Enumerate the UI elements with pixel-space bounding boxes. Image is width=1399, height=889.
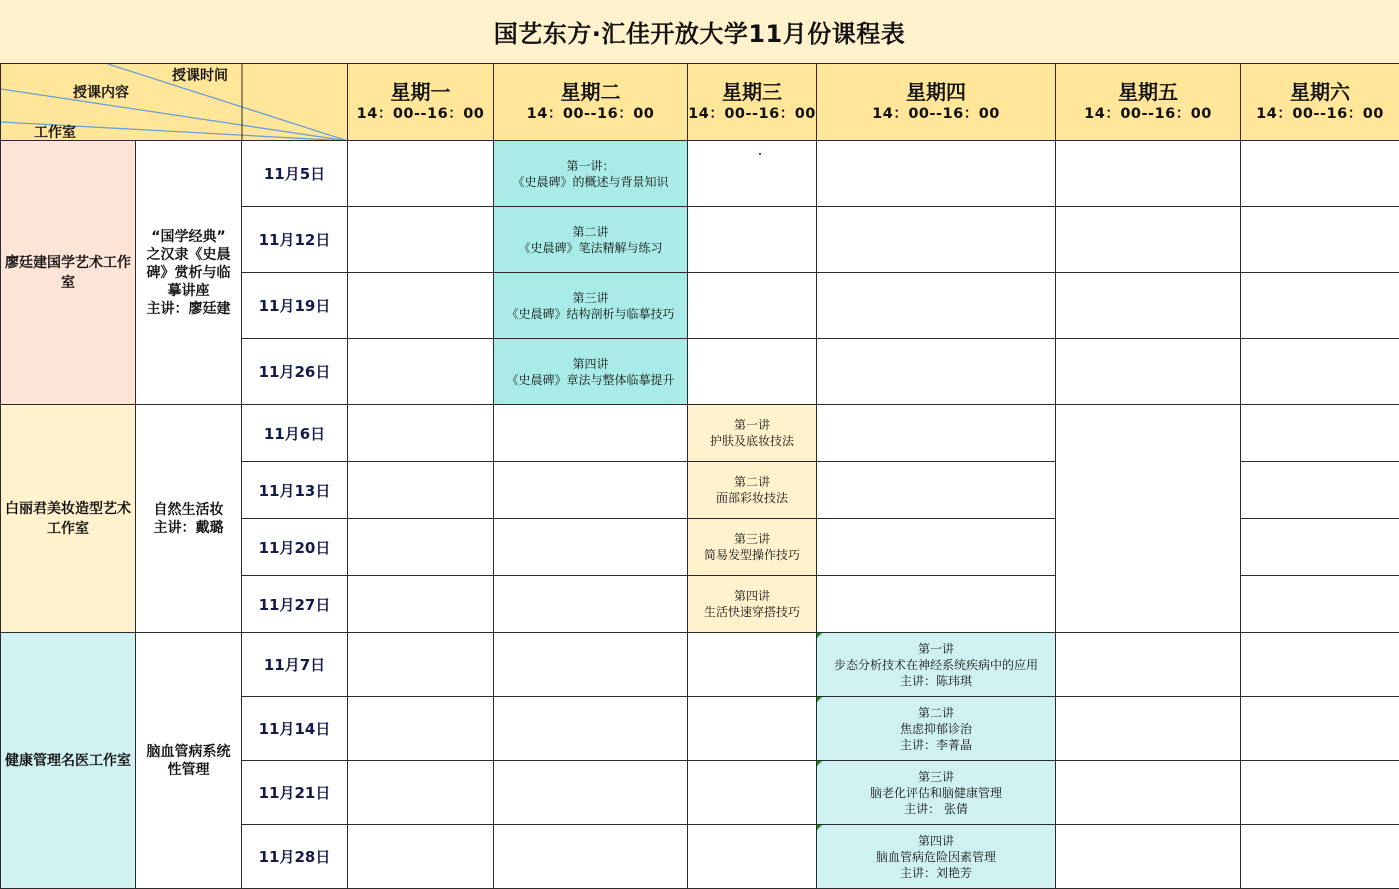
empty-cell bbox=[1056, 141, 1241, 207]
empty-cell bbox=[1056, 339, 1241, 405]
lesson-cell: 第二讲 《史晨碑》笔法精解与练习 bbox=[494, 207, 688, 273]
empty-cell bbox=[348, 633, 494, 697]
day-header-sat: 星期六 14：00--16：00 bbox=[1241, 64, 1399, 141]
table-row bbox=[1, 141, 1399, 207]
empty-cell bbox=[1241, 273, 1399, 339]
date-cell: 11月13日 bbox=[242, 462, 348, 519]
empty-cell bbox=[494, 462, 688, 519]
lesson-cell: 第一讲 步态分析技术在神经系统疾病中的应用 主讲：陈玮琪 bbox=[817, 633, 1056, 697]
empty-cell bbox=[348, 519, 494, 576]
lesson-cell: 第三讲 《史晨碑》结构剖析与临摹技巧 bbox=[494, 273, 688, 339]
date-cell: 11月6日 bbox=[242, 405, 348, 462]
empty-cell bbox=[494, 576, 688, 633]
studio-cell: 白丽君美妆造型艺术工作室 bbox=[1, 405, 136, 633]
empty-cell bbox=[817, 141, 1056, 207]
stray-mark bbox=[759, 153, 761, 155]
date-cell: 11月7日 bbox=[242, 633, 348, 697]
studio-cell: 健康管理名医工作室 bbox=[1, 633, 136, 889]
empty-cell bbox=[348, 576, 494, 633]
empty-cell bbox=[1056, 207, 1241, 273]
lesson-cell: 第一讲 护肤及底妆技法 bbox=[688, 405, 817, 462]
date-cell: 11月19日 bbox=[242, 273, 348, 339]
corner-header-cell bbox=[1, 64, 348, 141]
empty-cell bbox=[494, 761, 688, 825]
empty-cell bbox=[494, 633, 688, 697]
empty-cell bbox=[494, 519, 688, 576]
empty-cell bbox=[1241, 633, 1399, 697]
empty-cell bbox=[688, 825, 817, 889]
date-cell: 11月26日 bbox=[242, 339, 348, 405]
day-header-fri: 星期五 14：00--16：00 bbox=[1056, 64, 1241, 141]
empty-cell bbox=[348, 697, 494, 761]
empty-cell bbox=[817, 519, 1056, 576]
empty-cell bbox=[1241, 141, 1399, 207]
empty-cell bbox=[1056, 273, 1241, 339]
empty-cell bbox=[1241, 462, 1399, 519]
empty-cell bbox=[1056, 405, 1241, 633]
corner-studio-label: 工作室 bbox=[34, 122, 76, 141]
empty-cell bbox=[817, 273, 1056, 339]
empty-cell bbox=[1241, 576, 1399, 633]
empty-cell bbox=[494, 697, 688, 761]
table-row bbox=[1, 405, 1399, 462]
empty-cell bbox=[348, 207, 494, 273]
empty-cell bbox=[1056, 697, 1241, 761]
empty-cell bbox=[1056, 761, 1241, 825]
course-cell: “国学经典” 之汉隶《史晨 碑》赏析与临 摹讲座 主讲：廖廷建 bbox=[136, 141, 242, 405]
day-header-mon: 星期一 14：00--16：00 bbox=[348, 64, 494, 141]
lesson-cell: 第一讲： 《史晨碑》的概述与背景知识 bbox=[494, 141, 688, 207]
empty-cell bbox=[817, 576, 1056, 633]
date-cell: 11月5日 bbox=[242, 141, 348, 207]
empty-cell bbox=[817, 339, 1056, 405]
empty-cell bbox=[688, 207, 817, 273]
empty-cell bbox=[348, 141, 494, 207]
day-header-thu: 星期四 14：00--16：00 bbox=[817, 64, 1056, 141]
empty-cell bbox=[348, 339, 494, 405]
day-header-wed: 星期三 14：00--16：00 bbox=[688, 64, 817, 141]
empty-cell bbox=[348, 462, 494, 519]
course-cell: 脑血管病系统 性管理 bbox=[136, 633, 242, 889]
empty-cell bbox=[494, 825, 688, 889]
lesson-cell: 第四讲 《史晨碑》章法与整体临摹提升 bbox=[494, 339, 688, 405]
lesson-cell: 第三讲 脑老化评估和脑健康管理 主讲： 张倩 bbox=[817, 761, 1056, 825]
corner-content-label: 授课内容 bbox=[73, 82, 129, 102]
empty-cell bbox=[817, 207, 1056, 273]
page-title: 国艺东方·汇佳开放大学11月份课程表 bbox=[494, 14, 906, 49]
course-cell: 自然生活妆 主讲：戴璐 bbox=[136, 405, 242, 633]
empty-cell bbox=[1241, 405, 1399, 462]
empty-cell bbox=[494, 405, 688, 462]
date-cell: 11月27日 bbox=[242, 576, 348, 633]
table-row bbox=[1, 633, 1399, 697]
empty-cell bbox=[348, 761, 494, 825]
date-cell: 11月21日 bbox=[242, 761, 348, 825]
date-cell: 11月28日 bbox=[242, 825, 348, 889]
empty-cell bbox=[817, 462, 1056, 519]
empty-cell bbox=[1056, 633, 1241, 697]
lesson-cell: 第四讲 生活快速穿搭技巧 bbox=[688, 576, 817, 633]
empty-cell bbox=[688, 339, 817, 405]
studio-cell: 廖廷建国学艺术工作室 bbox=[1, 141, 136, 405]
empty-cell bbox=[348, 405, 494, 462]
empty-cell bbox=[817, 405, 1056, 462]
empty-cell bbox=[688, 273, 817, 339]
schedule-table bbox=[0, 63, 1399, 889]
lesson-cell: 第四讲 脑血管病危险因素管理 主讲：刘艳芳 bbox=[817, 825, 1056, 889]
empty-cell bbox=[688, 761, 817, 825]
empty-cell bbox=[1241, 825, 1399, 889]
empty-cell bbox=[1241, 519, 1399, 576]
date-cell: 11月14日 bbox=[242, 697, 348, 761]
empty-cell bbox=[1241, 339, 1399, 405]
empty-cell bbox=[348, 273, 494, 339]
empty-cell bbox=[688, 633, 817, 697]
empty-cell bbox=[1056, 825, 1241, 889]
lesson-cell: 第二讲 焦虑抑郁诊治 主讲：李菁晶 bbox=[817, 697, 1056, 761]
lesson-cell: 第三讲 简易发型操作技巧 bbox=[688, 519, 817, 576]
empty-cell bbox=[348, 825, 494, 889]
date-cell: 11月12日 bbox=[242, 207, 348, 273]
day-header-tue: 星期二 14：00--16：00 bbox=[494, 64, 688, 141]
header-row bbox=[1, 64, 1399, 141]
lesson-cell: 第二讲 面部彩妆技法 bbox=[688, 462, 817, 519]
date-cell: 11月20日 bbox=[242, 519, 348, 576]
corner-time-label: 授课时间 bbox=[172, 65, 228, 85]
empty-cell bbox=[688, 697, 817, 761]
empty-cell bbox=[1241, 207, 1399, 273]
empty-cell bbox=[1241, 761, 1399, 825]
empty-cell bbox=[1241, 697, 1399, 761]
empty-cell bbox=[688, 141, 817, 207]
title-bar bbox=[0, 0, 1399, 63]
